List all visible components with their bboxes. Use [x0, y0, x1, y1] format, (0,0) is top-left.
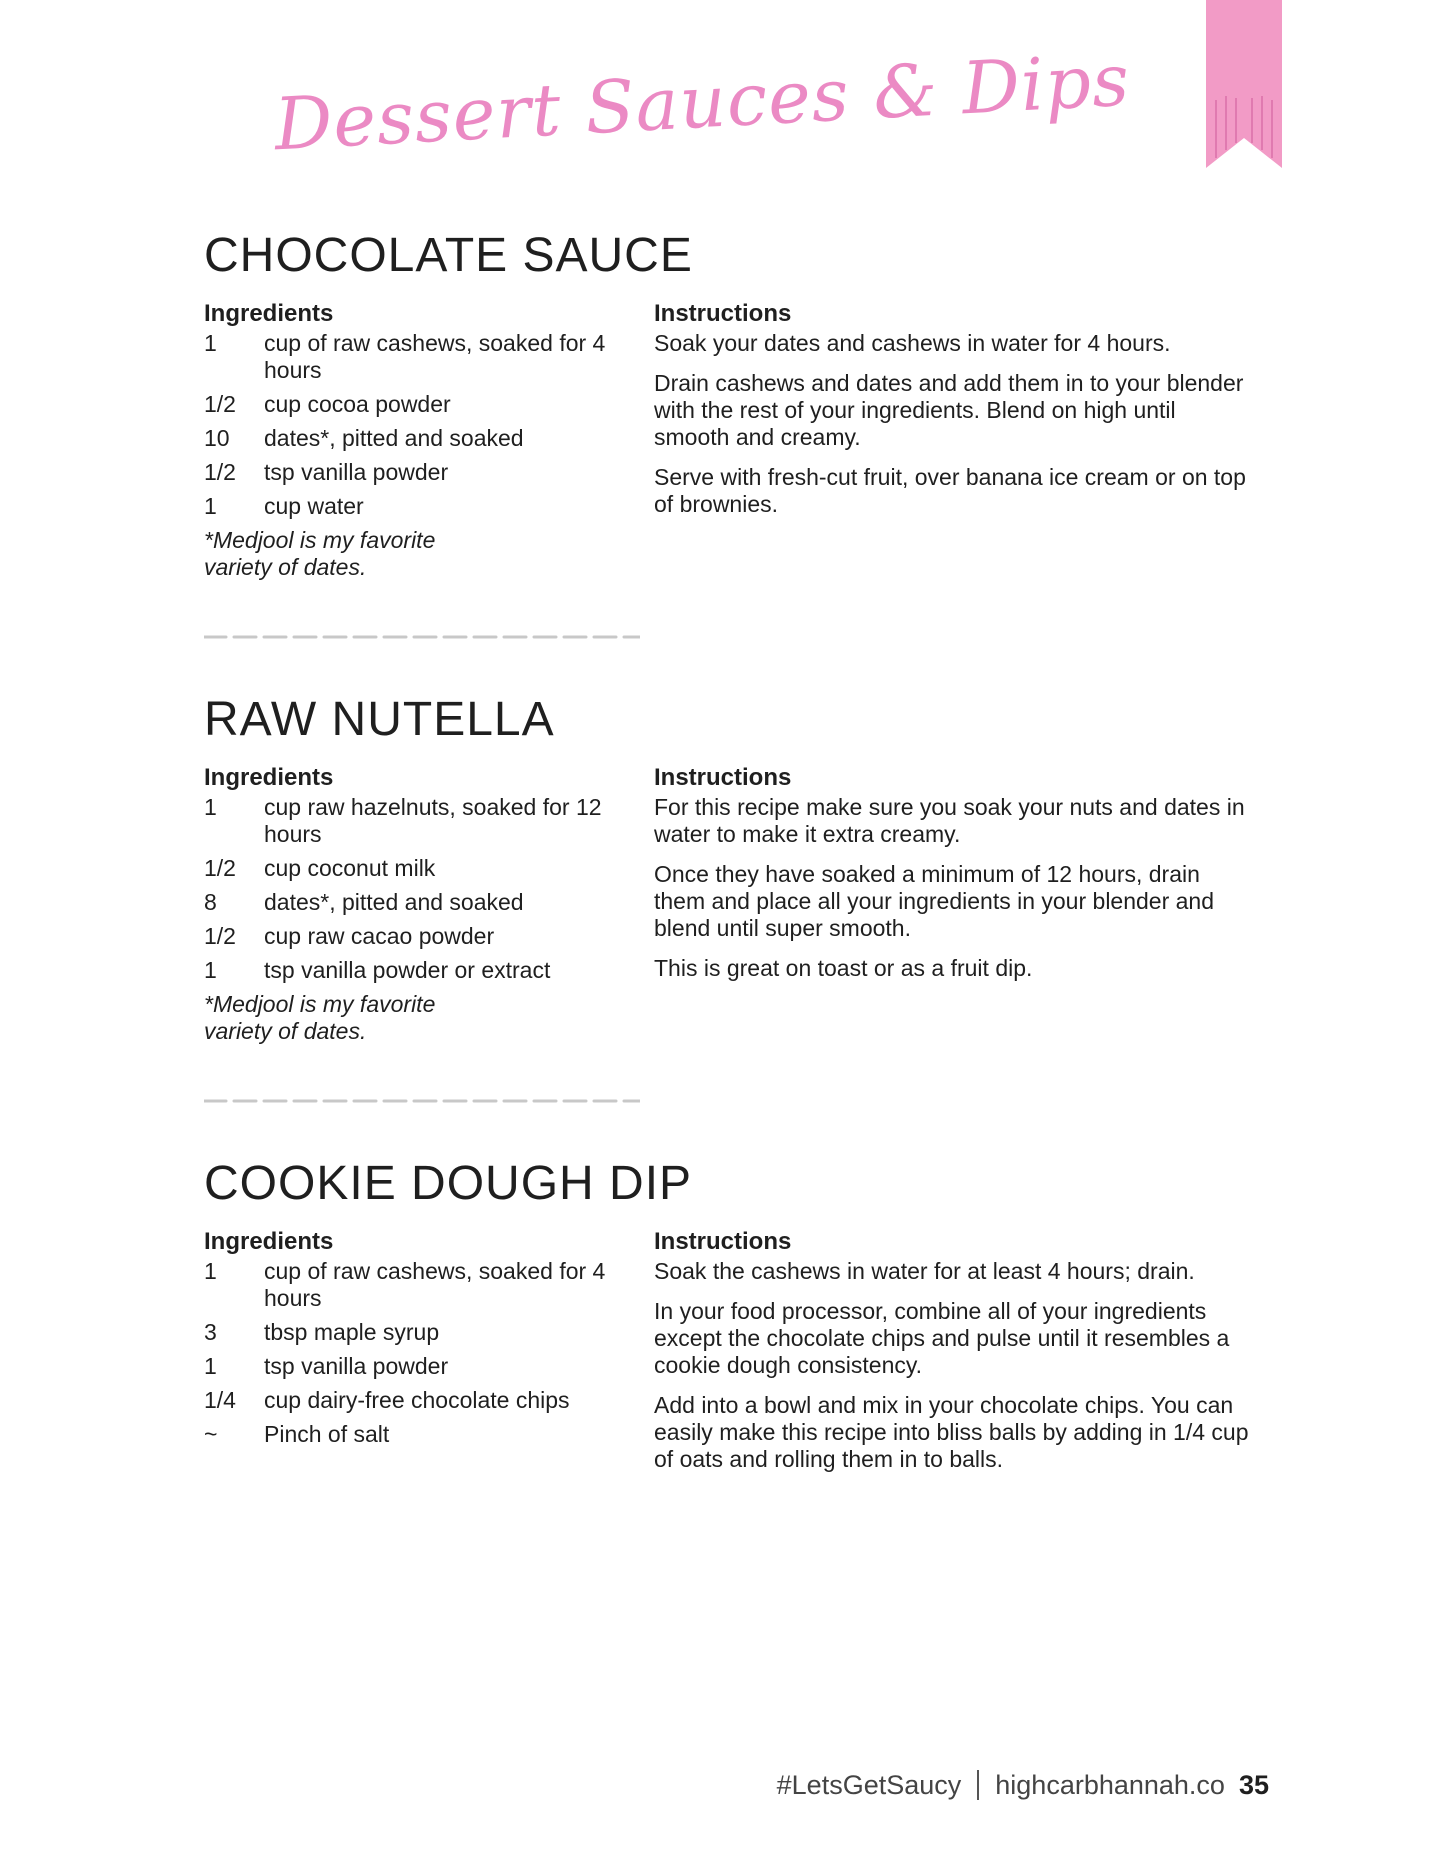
- ingredient-item: [204, 1353, 624, 1380]
- recipe-title: CHOCOLATE SAUCE: [204, 229, 693, 282]
- recipe-title: RAW NUTELLA: [204, 693, 555, 746]
- ingredient-item: [204, 330, 624, 384]
- ingredient-text: dates*, pitted and soaked: [264, 425, 524, 451]
- ingredient-qty: 10: [204, 425, 230, 451]
- ingredient-qty: 1: [204, 1258, 217, 1284]
- footer-hashtag: #LetsGetSaucy: [776, 1770, 962, 1800]
- ingredient-text: cup coconut milk: [264, 855, 436, 881]
- ingredient-text: cup of raw cashews, soaked for 4 hours: [264, 1258, 606, 1311]
- ingredient-list: [204, 1258, 624, 1448]
- ingredient-qty: 1/2: [204, 855, 236, 881]
- ingredient-item: [204, 425, 624, 452]
- bookmark-ribbon-icon: [1206, 0, 1282, 168]
- ingredient-item: [204, 923, 624, 950]
- ingredients-heading: Ingredients: [204, 1228, 334, 1255]
- recipe-raw-nutella: [204, 690, 1254, 1044]
- instructions-heading: Instructions: [654, 764, 792, 791]
- instruction-step: Soak the cashews in water for at least 4 hours; drain.: [654, 1258, 1195, 1284]
- ingredient-item: [204, 1387, 624, 1414]
- dashed-divider: [204, 1097, 640, 1105]
- ingredient-text: cup cocoa powder: [264, 391, 451, 417]
- ingredient-qty: 1/2: [204, 459, 236, 485]
- ingredient-text: cup dairy-free chocolate chips: [264, 1387, 570, 1413]
- recipe-title: COOKIE DOUGH DIP: [204, 1157, 693, 1210]
- ingredients-heading: Ingredients: [204, 764, 334, 791]
- ingredient-text: tsp vanilla powder: [264, 459, 449, 485]
- ingredient-text: cup water: [264, 493, 364, 519]
- instruction-step: Add into a bowl and mix in your chocolate chips. You can easily make this recipe into bliss balls by adding in 1/4 cup of oats and rolling them in to balls.: [654, 1392, 1249, 1472]
- ingredient-item: [204, 459, 624, 486]
- ingredient-text: tbsp maple syrup: [264, 1319, 440, 1345]
- ingredient-note: *Medjool is my favorite variety of dates.: [204, 527, 436, 580]
- section-title: Dessert Sauces & Dips: [272, 37, 1132, 167]
- ingredients-heading: Ingredients: [204, 300, 334, 327]
- ingredient-list: [204, 794, 624, 984]
- ingredient-qty: 1/2: [204, 391, 236, 417]
- footer-site: highcarbhannah.co: [995, 1770, 1225, 1800]
- instruction-step: Once they have soaked a minimum of 12 hours, drain them and place all your ingredients in your blender and blend until super smooth.: [654, 861, 1215, 941]
- dashed-divider: [204, 633, 640, 641]
- instruction-step: In your food processor, combine all of your ingredients except the chocolate chips and pulse until it resembles a cookie dough consistency.: [654, 1298, 1230, 1378]
- ingredient-item: [204, 889, 624, 916]
- ingredient-item: [204, 493, 624, 520]
- ingredient-text: dates*, pitted and soaked: [264, 889, 524, 915]
- footer-separator: [977, 1770, 979, 1800]
- ingredient-text: cup raw hazelnuts, soaked for 12 hours: [264, 794, 602, 847]
- instruction-step: Drain cashews and dates and add them in to your blender with the rest of your ingredients. Blend on high until smooth and creamy.: [654, 370, 1244, 450]
- recipe-cookie-dough-dip: [204, 1154, 1254, 1472]
- page-number: 35: [1238, 1770, 1269, 1800]
- ingredient-qty: 1/4: [204, 1387, 236, 1413]
- instructions-column: [654, 762, 1254, 995]
- ingredients-column: [204, 762, 624, 1045]
- instructions-heading: Instructions: [654, 1228, 792, 1255]
- ingredient-qty: 1: [204, 957, 217, 983]
- ingredient-item: [204, 1421, 624, 1448]
- ingredient-qty: 1: [204, 794, 217, 820]
- ingredient-qty: 1: [204, 330, 217, 356]
- ingredient-qty: 1: [204, 1353, 217, 1379]
- recipe-chocolate-sauce: [204, 226, 1254, 580]
- ingredient-text: tsp vanilla powder or extract: [264, 957, 551, 983]
- instruction-step: This is great on toast or as a fruit dip.: [654, 955, 1033, 981]
- ingredient-note: *Medjool is my favorite variety of dates.: [204, 991, 436, 1044]
- instruction-step: Serve with fresh-cut fruit, over banana ice cream or on top of brownies.: [654, 464, 1246, 517]
- ingredient-qty: 1: [204, 493, 217, 519]
- instructions-heading: Instructions: [654, 300, 792, 327]
- instruction-step: For this recipe make sure you soak your nuts and dates in water to make it extra creamy.: [654, 794, 1245, 847]
- ingredient-item: [204, 794, 624, 848]
- ingredient-item: [204, 957, 624, 984]
- ingredient-text: cup raw cacao powder: [264, 923, 495, 949]
- ingredient-qty: ~: [204, 1421, 218, 1447]
- instructions-column: [654, 298, 1254, 531]
- ingredient-qty: 3: [204, 1319, 217, 1345]
- ingredient-text: tsp vanilla powder: [264, 1353, 449, 1379]
- ingredients-column: [204, 298, 624, 581]
- ingredient-item: [204, 391, 624, 418]
- instruction-step: Soak your dates and cashews in water for 4 hours.: [654, 330, 1171, 356]
- ingredient-text: cup of raw cashews, soaked for 4 hours: [264, 330, 606, 383]
- ingredient-qty: 8: [204, 889, 217, 915]
- ingredient-item: [204, 1258, 624, 1312]
- ingredient-text: Pinch of salt: [264, 1421, 390, 1447]
- ingredient-list: [204, 330, 624, 520]
- ingredient-item: [204, 1319, 624, 1346]
- ingredients-column: [204, 1226, 624, 1455]
- instructions-column: [654, 1226, 1254, 1486]
- page-footer: [777, 1770, 1269, 1801]
- ingredient-item: [204, 855, 624, 882]
- ingredient-qty: 1/2: [204, 923, 236, 949]
